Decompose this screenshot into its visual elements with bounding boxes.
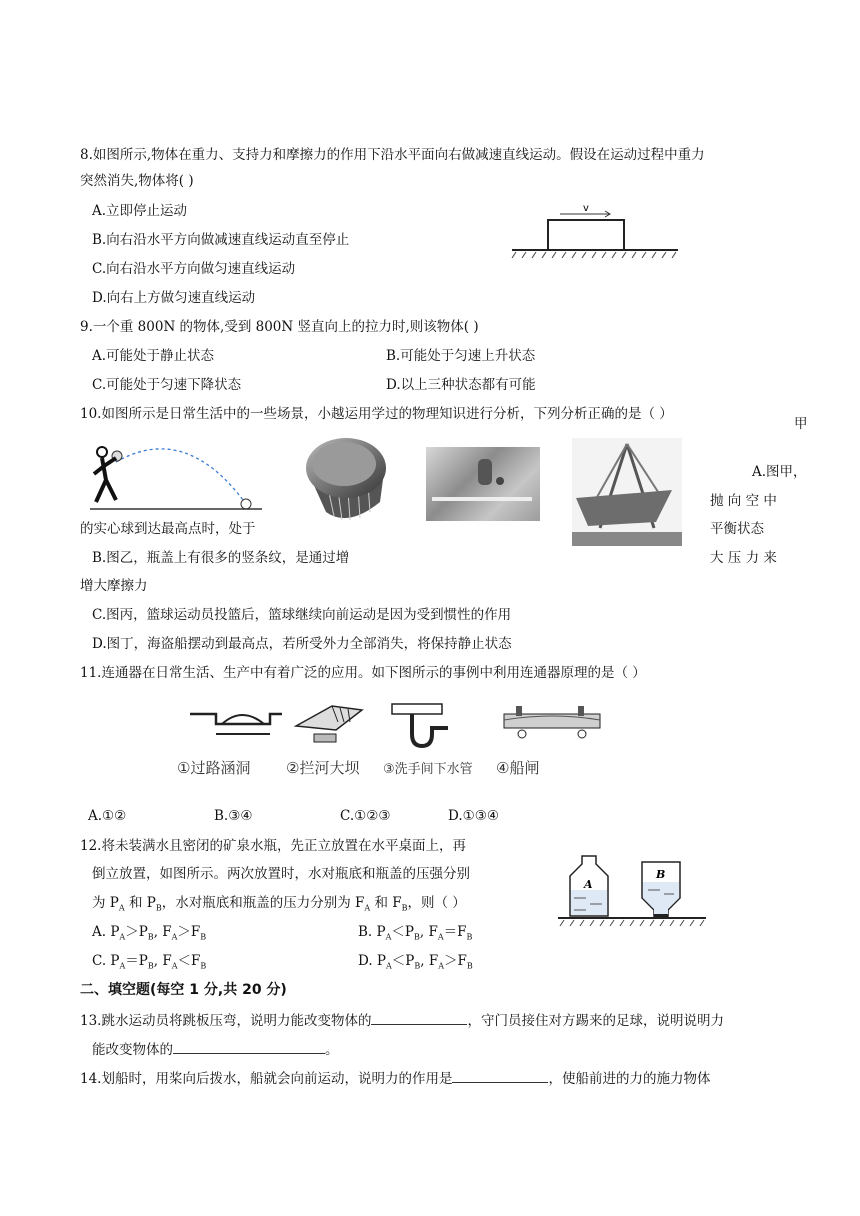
q13-line1: 13.跳水运动员将跳板压弯，说明力能改变物体的 ，守门员接住对方踢来的足球，说明说明力 xyxy=(80,1010,724,1031)
q13-blank-1[interactable] xyxy=(371,1010,467,1025)
q8-stem-line2: 突然消失,物体将( ) xyxy=(80,173,194,189)
q8-option-b: B.向右沿水平方向做减速直线运动直至停止 xyxy=(92,232,350,248)
q11-option-c: C.①②③ xyxy=(340,808,391,824)
q11-option-b: B.③④ xyxy=(214,808,253,824)
q12-stem-line1: 12.将未装满水且密闭的矿泉水瓶，先正立放置在水平桌面上，再 xyxy=(80,838,466,854)
q9-stem: 9.一个重 800N 的物体,受到 800N 竖直向上的拉力时,则该物体( ) xyxy=(80,319,479,335)
q10-side-jia: 甲 xyxy=(794,416,808,432)
q9-option-c: C.可能处于匀速下降状态 xyxy=(92,377,242,393)
q12-option-d: D. $P_A<P_B$, $F_A>F_B$ xyxy=(358,953,473,971)
q11-stem: 11.连通器在日常生活、生产中有着广泛的应用。如下图所示的事例中利用连通器原理的是（ ） xyxy=(80,665,646,681)
q10-figure-shotput xyxy=(86,440,266,512)
q14-line1: 14.划船时，用桨向后拨水，船就会向前运动，说明力的作用是 ，使船前进的力的施力物体 xyxy=(80,1068,710,1089)
q12-stem-line2: 倒立放置，如图所示。两次放置时，水对瓶底和瓶盖的压强分别 xyxy=(92,866,470,882)
q12-option-b: B. $P_A<P_B$, $F_A=F_B$ xyxy=(358,924,473,942)
section-2-title: 二、填空题(每空 1 分,共 20 分) xyxy=(80,982,287,998)
q9-option-b: B.可能处于匀速上升状态 xyxy=(386,348,536,364)
q12-option-c: C. $P_A=P_B$, $F_A<F_B$ xyxy=(92,953,207,971)
q11-figures xyxy=(186,700,606,756)
q8-option-c: C.向右沿水平方向做匀速直线运动 xyxy=(92,261,296,277)
q9-option-d: D.以上三种状态都有可能 xyxy=(386,377,536,393)
q10-option-a-part1: A.图甲， xyxy=(752,464,807,480)
q11-caption-4: ④船闸 xyxy=(496,759,540,777)
q10-option-d: D.图丁，海盗船摆动到最高点，若所受外力全部消失，将保持静止状态 xyxy=(92,636,512,652)
q10-option-b-line2: 增大摩擦力 xyxy=(80,578,148,594)
q11-caption-1: ①过路涵洞 xyxy=(177,759,251,777)
q11-caption-2: ②拦河大坝 xyxy=(286,759,360,777)
q11-option-a: A.①② xyxy=(88,808,127,824)
q10-stem: 10.如图所示是日常生活中的一些场景，小越运用学过的物理知识进行分析，下列分析正确的是（ ） xyxy=(80,406,673,422)
q12-stem-line3: 为 $P_A$ 和 $P_B$，水对瓶底和瓶盖的压力分别为 $F_A$ 和 $F_B$，则（ ） xyxy=(92,895,466,913)
q8-option-a: A.立即停止运动 xyxy=(92,203,188,219)
q12-bottles-figure xyxy=(556,852,716,932)
q10-option-b-right: 大 压 力 来 xyxy=(710,550,777,566)
q8-option-d: D.向右上方做匀速直线运动 xyxy=(92,290,256,306)
q10-option-a-part2: 抛 向 空 中 xyxy=(710,493,777,509)
q10-figure-pirate-ship xyxy=(572,438,682,546)
q10-option-c: C.图丙，篮球运动员投篮后，篮球继续向前运动是因为受到惯性的作用 xyxy=(92,607,512,623)
bottle-a-label: A xyxy=(584,878,593,891)
q10-option-a-part3: 平衡状态 xyxy=(710,521,764,537)
q11-caption-3: ③洗手间下水管 xyxy=(383,762,473,777)
q10-figure-bottle-cap xyxy=(298,432,390,528)
q8-block-figure xyxy=(510,200,680,260)
q14-blank-1[interactable] xyxy=(452,1068,548,1083)
q10-option-a-part4: 的实心球到达最高点时，处于 xyxy=(80,521,256,537)
q13-blank-2[interactable] xyxy=(173,1039,325,1054)
q11-option-d: D.①③④ xyxy=(448,808,499,824)
bottle-b-label: B xyxy=(656,868,666,881)
q9-option-a: A.可能处于静止状态 xyxy=(92,348,215,364)
q12-option-a: A. $P_A>P_B$, $F_A>F_B$ xyxy=(92,924,207,942)
velocity-label: v xyxy=(583,203,589,214)
q13-line2: 能改变物体的 。 xyxy=(92,1039,339,1060)
q10-option-b-line1: B.图乙，瓶盖上有很多的竖条纹，是通过增 xyxy=(92,550,350,566)
q8-stem-line1: 8.如图所示,物体在重力、支持力和摩擦力的作用下沿水平面向右做减速直线运动。假设在运动过程中重力 xyxy=(80,147,705,163)
q10-figure-basketball-photo xyxy=(426,447,540,521)
